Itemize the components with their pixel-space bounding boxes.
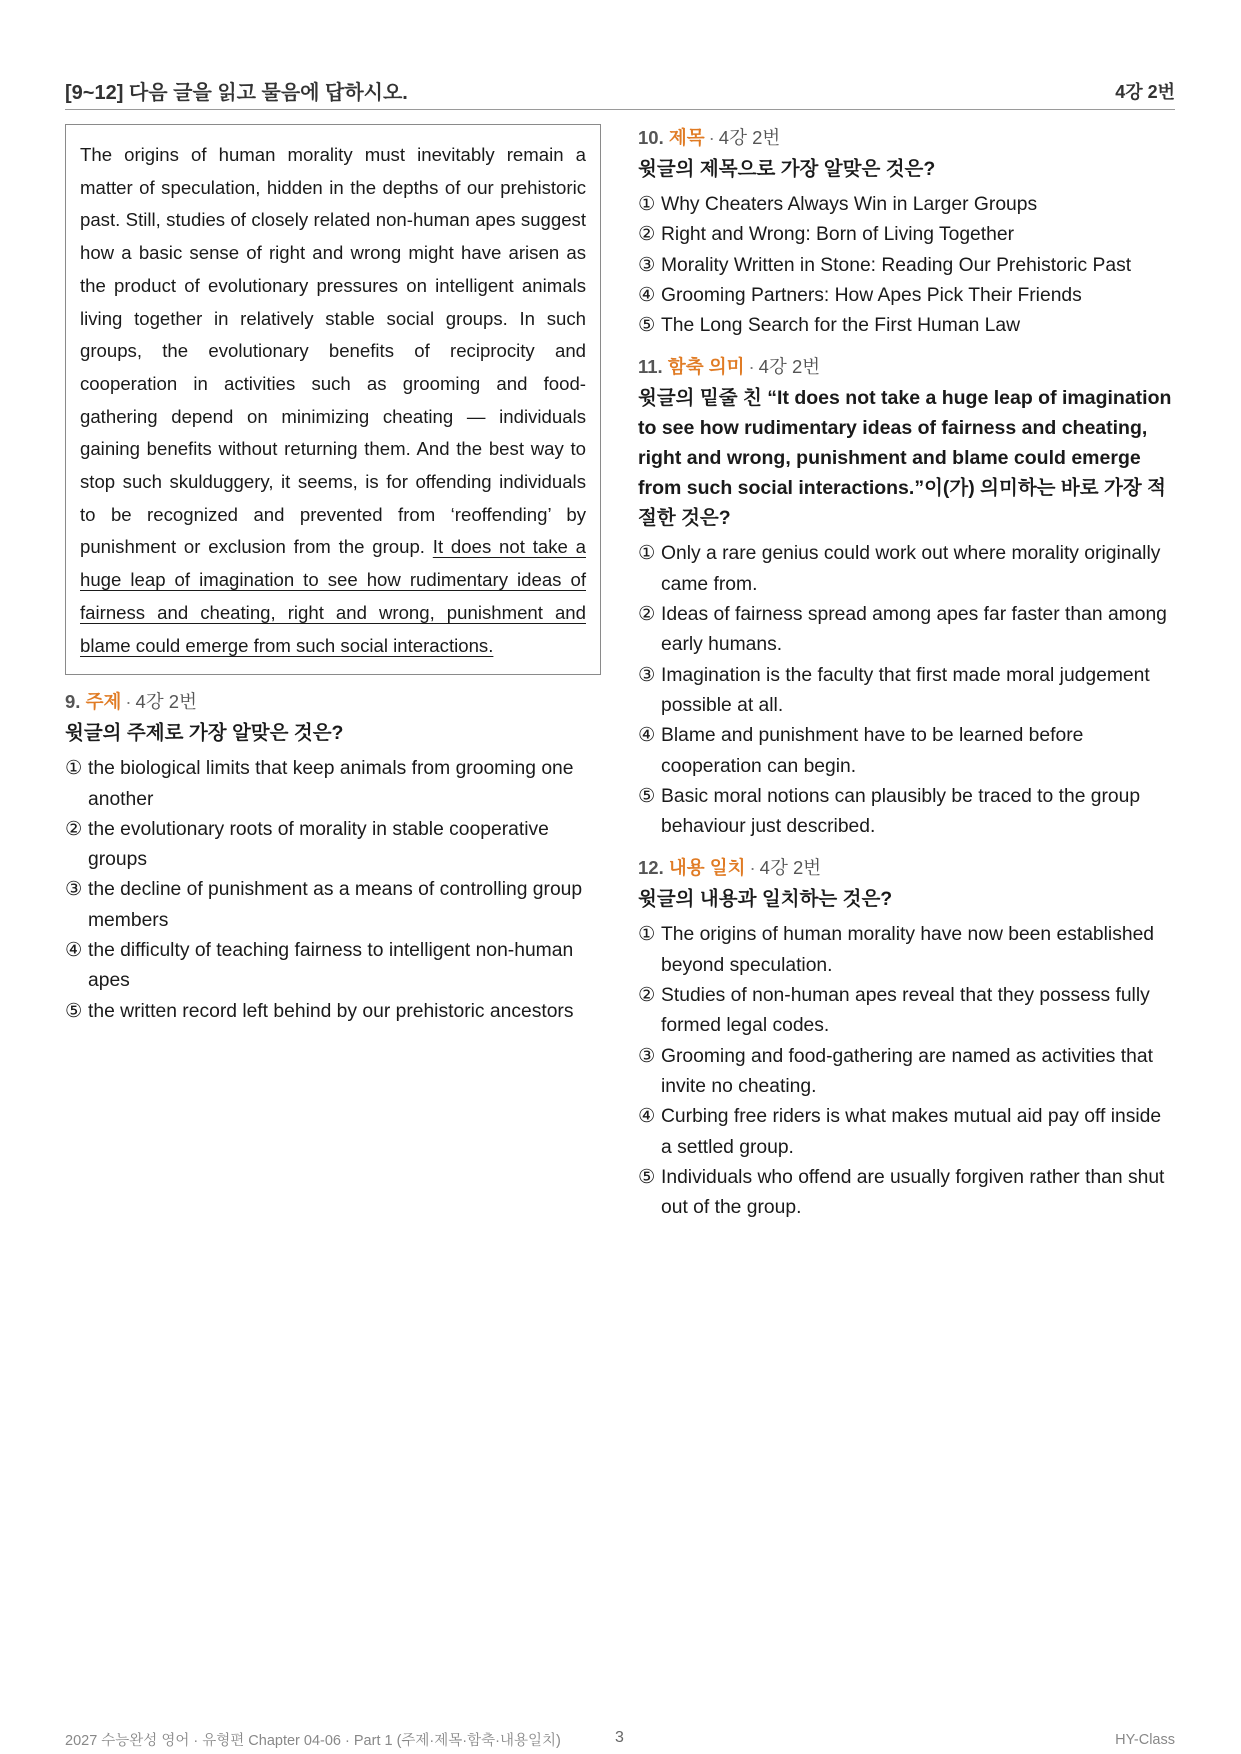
choice-marker: ⑤ [638, 1166, 656, 1188]
left-column [65, 124, 601, 1027]
choice-text: Basic moral notions can plausibly be traced to the group behaviour just described. [661, 785, 1141, 838]
separator: · [708, 127, 715, 148]
choice-5[interactable] [638, 1163, 1175, 1224]
choice-1[interactable] [638, 920, 1175, 981]
question-number: 11. [638, 356, 663, 378]
question-type: 함축 의미 [667, 356, 745, 378]
page-footer [65, 1729, 1175, 1751]
underlined-sentence: It does not take a huge leap of imagination to see how rudimentary ideas of fairness and cheating, right and wrong, punishment and blame could emerge from such social interactions. [80, 536, 586, 656]
question-11 [638, 353, 1175, 842]
choice-marker: ⑤ [65, 1000, 83, 1022]
choice-2[interactable] [638, 981, 1175, 1042]
choice-text: the biological limits that keep animals from grooming one another [88, 758, 574, 810]
choice-text: Why Cheaters Always Win in Larger Groups [661, 194, 1038, 215]
choice-4[interactable] [638, 1102, 1175, 1163]
reading-passage [65, 124, 601, 675]
question-9 [65, 688, 601, 1027]
question-header [638, 854, 1175, 882]
choice-text: the evolutionary roots of morality in stable cooperative groups [88, 818, 549, 871]
question-prompt: 윗글의 제목으로 가장 알맞은 것은? [638, 158, 936, 180]
choice-text: Curbing free riders is what makes mutual aid pay off inside a settled group. [661, 1106, 1162, 1158]
choice-marker: ③ [638, 1045, 656, 1067]
choice-list [65, 754, 601, 1027]
choice-text: Studies of non-human apes reveal that they possess fully formed legal codes. [661, 985, 1150, 1037]
book-title: 2027 수능완성 영어 · 유형편 Chapter 04-06 · Part 1 (주제·제목·함축·내용일치) [65, 1733, 561, 1749]
question-reference: 4강 2번 [759, 857, 822, 879]
choice-2[interactable] [65, 815, 601, 876]
choice-3[interactable] [638, 251, 1175, 281]
choice-list [638, 539, 1175, 842]
choice-marker: ③ [65, 879, 83, 901]
choice-2[interactable] [638, 220, 1175, 250]
question-reference: 4강 2번 [718, 127, 781, 148]
choice-3[interactable] [65, 875, 601, 936]
choice-text: Only a rare genius could work out where morality originally came from. [661, 543, 1161, 595]
question-10 [638, 124, 1175, 341]
right-column [638, 124, 1175, 1223]
choice-marker: ⑤ [638, 785, 656, 807]
choice-4[interactable] [638, 721, 1175, 782]
choice-text: Grooming and food-gathering are named as activities that invite no cheating. [661, 1045, 1153, 1097]
page-number: 3 [615, 1729, 624, 1746]
question-prompt: 윗글의 내용과 일치하는 것은? [638, 888, 893, 911]
choice-5[interactable] [638, 311, 1175, 341]
passage-text: The origins of human morality must inevitably remain a matter of speculation, hidden in the depths of our prehistoric past. Still, studies of closely related non-human apes suggest how a basic sense of right and wrong might have arisen as the product of evolutionary pressures on intelligent animals living together in relatively stable social groups. In such groups, the evolutionary benefits of reciprocity and cooperation in activities such as grooming and food-gathering depend on minimizing cheating — individuals gaining benefits without returning them. And the best way to stop such skulduggery, it seems, is for offending individuals to be recognized and prevented from ‘reoffending’ by punishment or exclusion from the group. [80, 144, 586, 558]
choice-text: Individuals who offend are usually forgiven rather than shut out of the group. [661, 1166, 1165, 1219]
choice-marker: ① [65, 758, 83, 780]
choice-1[interactable] [638, 539, 1175, 600]
choice-text: Right and Wrong: Born of Living Together [661, 224, 1014, 246]
choice-marker: ④ [638, 725, 656, 747]
choice-1[interactable] [65, 754, 601, 815]
choice-text: the written record left behind by our prehistoric ancestors [88, 1000, 574, 1022]
choice-text: Imagination is the faculty that first made moral judgement possible at all. [661, 664, 1150, 716]
choice-marker: ② [638, 604, 656, 626]
question-prompt: 윗글의 주제로 가장 알맞은 것은? [65, 722, 344, 745]
choice-marker: ③ [638, 664, 656, 686]
choice-marker: ① [638, 194, 656, 215]
separator: · [125, 691, 132, 713]
choice-3[interactable] [638, 1042, 1175, 1103]
choice-4[interactable] [65, 936, 601, 997]
choice-marker: ④ [638, 284, 656, 306]
choice-list [638, 920, 1175, 1223]
choice-marker: ② [638, 985, 656, 1007]
choice-5[interactable] [638, 782, 1175, 843]
choice-marker: ② [65, 818, 83, 840]
lesson-reference: 4강 2번 [1115, 82, 1175, 102]
choice-text: The Long Search for the First Human Law [661, 315, 1021, 337]
choice-text: Blame and punishment have to be learned before cooperation can begin. [661, 725, 1084, 777]
choice-marker: ② [638, 224, 656, 246]
question-reference: 4강 2번 [758, 356, 821, 378]
question-12 [638, 854, 1175, 1223]
choice-marker: ③ [638, 254, 656, 276]
question-type: 내용 일치 [668, 857, 746, 879]
choice-3[interactable] [638, 661, 1175, 722]
question-header [638, 124, 1175, 152]
question-number: 9. [65, 691, 81, 713]
question-number: 12. [638, 857, 664, 879]
question-reference: 4강 2번 [135, 691, 197, 713]
question-prompt: 윗글의 밑줄 친 “It does not take a huge leap of imagination to see how rudimentary ideas of fairness and cheating, right and wrong, punishment and blame could emerge from such social interactions.”이(가) 의미하는 바로 가장 적절한 것은? [638, 387, 1172, 530]
choice-marker: ① [638, 543, 656, 565]
question-header [638, 353, 1175, 381]
choice-text: Ideas of fairness spread among apes far faster than among early humans. [661, 604, 1167, 656]
choice-1[interactable] [638, 190, 1175, 220]
choice-text: The origins of human morality have now been established beyond speculation. [661, 924, 1155, 976]
choice-list [638, 190, 1175, 341]
choice-marker: ① [638, 924, 656, 946]
section-instruction: [9~12] 다음 글을 읽고 물음에 답하시오. [65, 82, 408, 104]
choice-text: Grooming Partners: How Apes Pick Their Friends [661, 284, 1082, 306]
choice-marker: ④ [65, 940, 83, 962]
choice-text: the difficulty of teaching fairness to intelligent non-human apes [88, 940, 574, 992]
page-header [65, 76, 1175, 110]
choice-marker: ⑤ [638, 315, 656, 337]
question-header [65, 688, 601, 716]
brand-label: HY-Class [1115, 1732, 1175, 1748]
question-number: 10. [638, 127, 664, 148]
choice-2[interactable] [638, 600, 1175, 661]
separator: · [748, 356, 755, 378]
question-type: 주제 [85, 691, 122, 713]
question-type: 제목 [668, 127, 705, 148]
choice-text: the decline of punishment as a means of controlling group members [88, 879, 583, 931]
choice-4[interactable] [638, 281, 1175, 311]
separator: · [749, 857, 756, 879]
choice-text: Morality Written in Stone: Reading Our Prehistoric Past [661, 254, 1132, 276]
choice-marker: ④ [638, 1106, 656, 1128]
choice-5[interactable] [65, 997, 601, 1027]
